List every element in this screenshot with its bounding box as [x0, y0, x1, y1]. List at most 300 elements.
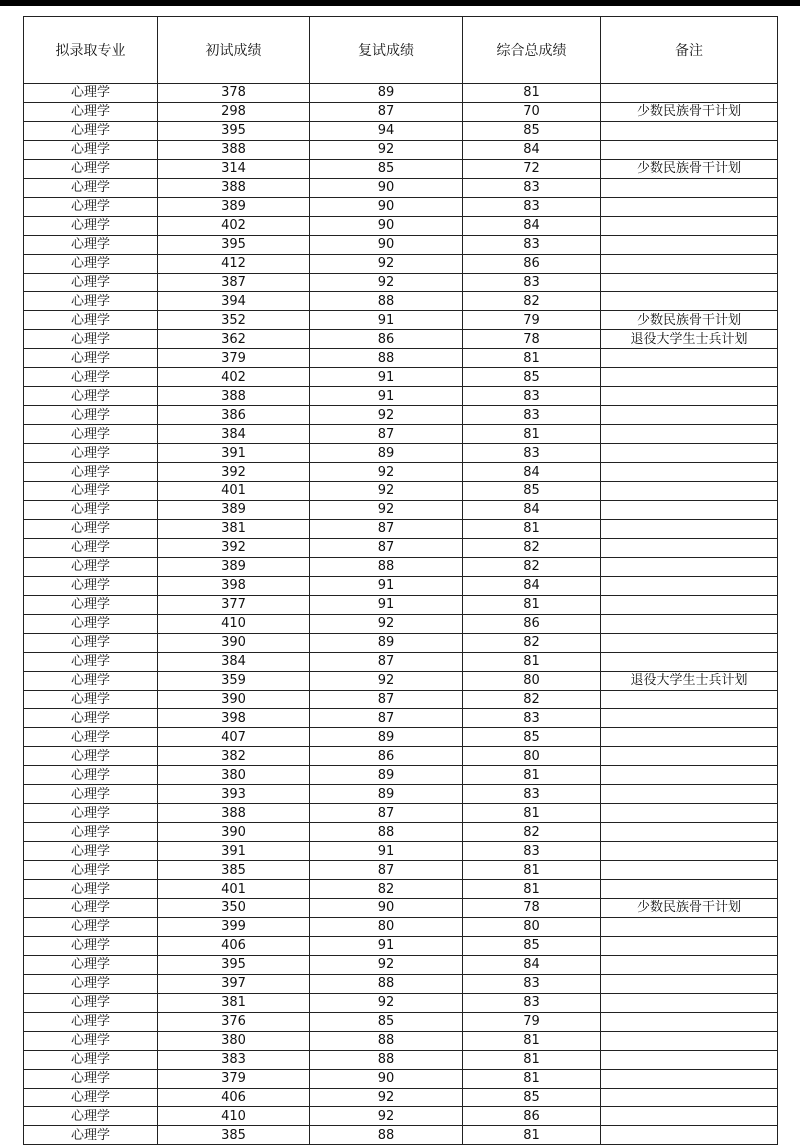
- cell-retest-score: 92: [310, 482, 463, 501]
- header-initial-score: 初试成绩: [158, 17, 310, 84]
- table-row: [24, 368, 778, 387]
- cell-remarks: [601, 974, 778, 993]
- cell-remarks: [601, 140, 778, 159]
- table-row: [24, 690, 778, 709]
- table-row: [24, 955, 778, 974]
- cell-retest-score: 91: [310, 311, 463, 330]
- cell-total-score: 85: [463, 121, 601, 140]
- cell-remarks: [601, 406, 778, 425]
- table-row: [24, 936, 778, 955]
- cell-major: 心理学: [24, 216, 158, 235]
- table-row: [24, 842, 778, 861]
- table-row: [24, 898, 778, 917]
- cell-remarks: [601, 785, 778, 804]
- cell-total-score: 83: [463, 974, 601, 993]
- cell-remarks: [601, 633, 778, 652]
- cell-total-score: 78: [463, 330, 601, 349]
- cell-retest-score: 80: [310, 917, 463, 936]
- cell-total-score: 81: [463, 425, 601, 444]
- cell-remarks: [601, 1012, 778, 1031]
- cell-remarks: [601, 936, 778, 955]
- cell-major: 心理学: [24, 576, 158, 595]
- cell-major: 心理学: [24, 880, 158, 899]
- cell-major: 心理学: [24, 614, 158, 633]
- table-row: [24, 671, 778, 690]
- table-row: [24, 804, 778, 823]
- cell-retest-score: 88: [310, 349, 463, 368]
- cell-total-score: 86: [463, 254, 601, 273]
- cell-major: 心理学: [24, 463, 158, 482]
- cell-retest-score: 87: [310, 804, 463, 823]
- cell-remarks: 退役大学生士兵计划: [601, 671, 778, 690]
- cell-initial-score: 376: [158, 1012, 310, 1031]
- table-row: [24, 1031, 778, 1050]
- cell-initial-score: 378: [158, 84, 310, 103]
- cell-retest-score: 92: [310, 406, 463, 425]
- table-row: [24, 652, 778, 671]
- cell-initial-score: 389: [158, 197, 310, 216]
- cell-initial-score: 388: [158, 804, 310, 823]
- table-row: [24, 102, 778, 121]
- table-row: [24, 273, 778, 292]
- cell-retest-score: 91: [310, 368, 463, 387]
- cell-retest-score: 90: [310, 197, 463, 216]
- cell-initial-score: 398: [158, 576, 310, 595]
- cell-remarks: [601, 500, 778, 519]
- cell-total-score: 79: [463, 1012, 601, 1031]
- cell-initial-score: 379: [158, 1069, 310, 1088]
- cell-initial-score: 406: [158, 936, 310, 955]
- cell-remarks: [601, 917, 778, 936]
- cell-initial-score: 402: [158, 368, 310, 387]
- cell-major: 心理学: [24, 1012, 158, 1031]
- cell-major: 心理学: [24, 121, 158, 140]
- cell-total-score: 82: [463, 633, 601, 652]
- cell-total-score: 81: [463, 861, 601, 880]
- table-row: [24, 500, 778, 519]
- cell-remarks: [601, 197, 778, 216]
- cell-initial-score: 390: [158, 633, 310, 652]
- cell-total-score: 86: [463, 1107, 601, 1126]
- cell-total-score: 84: [463, 576, 601, 595]
- cell-remarks: 少数民族骨干计划: [601, 311, 778, 330]
- table-row: [24, 254, 778, 273]
- cell-total-score: 84: [463, 463, 601, 482]
- cell-total-score: 82: [463, 690, 601, 709]
- cell-retest-score: 87: [310, 690, 463, 709]
- cell-major: 心理学: [24, 595, 158, 614]
- cell-total-score: 83: [463, 785, 601, 804]
- cell-major: 心理学: [24, 254, 158, 273]
- cell-total-score: 82: [463, 292, 601, 311]
- table-row: [24, 311, 778, 330]
- table-row: [24, 766, 778, 785]
- cell-major: 心理学: [24, 1069, 158, 1088]
- cell-retest-score: 89: [310, 444, 463, 463]
- cell-initial-score: 395: [158, 235, 310, 254]
- cell-major: 心理学: [24, 406, 158, 425]
- cell-retest-score: 85: [310, 1012, 463, 1031]
- cell-remarks: [601, 1031, 778, 1050]
- cell-retest-score: 92: [310, 1107, 463, 1126]
- cell-remarks: [601, 766, 778, 785]
- cell-initial-score: 386: [158, 406, 310, 425]
- cell-major: 心理学: [24, 482, 158, 501]
- table-header: [24, 17, 778, 84]
- cell-major: 心理学: [24, 823, 158, 842]
- table-row: [24, 614, 778, 633]
- cell-initial-score: 410: [158, 614, 310, 633]
- cell-remarks: [601, 747, 778, 766]
- cell-major: 心理学: [24, 993, 158, 1012]
- table-row: [24, 140, 778, 159]
- cell-remarks: [601, 955, 778, 974]
- cell-major: 心理学: [24, 330, 158, 349]
- cell-initial-score: 412: [158, 254, 310, 273]
- cell-total-score: 80: [463, 671, 601, 690]
- cell-initial-score: 380: [158, 1031, 310, 1050]
- cell-total-score: 83: [463, 235, 601, 254]
- table-row: [24, 349, 778, 368]
- cell-initial-score: 377: [158, 595, 310, 614]
- cell-major: 心理学: [24, 690, 158, 709]
- table-row: [24, 330, 778, 349]
- table-row: [24, 197, 778, 216]
- cell-remarks: [601, 1088, 778, 1107]
- cell-retest-score: 86: [310, 330, 463, 349]
- cell-retest-score: 88: [310, 1050, 463, 1069]
- cell-initial-score: 391: [158, 842, 310, 861]
- cell-initial-score: 362: [158, 330, 310, 349]
- cell-retest-score: 92: [310, 671, 463, 690]
- cell-remarks: [601, 387, 778, 406]
- cell-retest-score: 92: [310, 614, 463, 633]
- header-row: [24, 17, 778, 84]
- cell-initial-score: 383: [158, 1050, 310, 1069]
- cell-initial-score: 350: [158, 898, 310, 917]
- cell-remarks: [601, 121, 778, 140]
- cell-major: 心理学: [24, 671, 158, 690]
- cell-remarks: [601, 368, 778, 387]
- table-row: [24, 482, 778, 501]
- cell-remarks: [601, 178, 778, 197]
- header-retest-score: 复试成绩: [310, 17, 463, 84]
- cell-major: 心理学: [24, 538, 158, 557]
- cell-remarks: [601, 1050, 778, 1069]
- cell-major: 心理学: [24, 235, 158, 254]
- cell-initial-score: 382: [158, 747, 310, 766]
- cell-total-score: 85: [463, 482, 601, 501]
- header-total-score: 综合总成绩: [463, 17, 601, 84]
- cell-remarks: [601, 728, 778, 747]
- cell-major: 心理学: [24, 1126, 158, 1145]
- cell-initial-score: 380: [158, 766, 310, 785]
- cell-retest-score: 88: [310, 1126, 463, 1145]
- table-row: [24, 406, 778, 425]
- table-row: [24, 538, 778, 557]
- cell-retest-score: 90: [310, 898, 463, 917]
- cell-major: 心理学: [24, 349, 158, 368]
- cell-major: 心理学: [24, 368, 158, 387]
- table-row: [24, 1107, 778, 1126]
- cell-total-score: 83: [463, 273, 601, 292]
- cell-initial-score: 395: [158, 121, 310, 140]
- cell-retest-score: 92: [310, 254, 463, 273]
- cell-major: 心理学: [24, 425, 158, 444]
- cell-retest-score: 87: [310, 709, 463, 728]
- cell-retest-score: 90: [310, 235, 463, 254]
- cell-retest-score: 91: [310, 936, 463, 955]
- cell-retest-score: 87: [310, 538, 463, 557]
- table-row: [24, 1088, 778, 1107]
- cell-major: 心理学: [24, 1107, 158, 1126]
- cell-initial-score: 381: [158, 993, 310, 1012]
- cell-initial-score: 385: [158, 861, 310, 880]
- cell-total-score: 83: [463, 993, 601, 1012]
- cell-total-score: 86: [463, 614, 601, 633]
- cell-remarks: [601, 1107, 778, 1126]
- cell-remarks: [601, 557, 778, 576]
- cell-remarks: 退役大学生士兵计划: [601, 330, 778, 349]
- cell-initial-score: 381: [158, 519, 310, 538]
- table-row: [24, 387, 778, 406]
- cell-initial-score: 387: [158, 273, 310, 292]
- cell-remarks: [601, 1069, 778, 1088]
- cell-retest-score: 90: [310, 216, 463, 235]
- cell-initial-score: 399: [158, 917, 310, 936]
- cell-total-score: 81: [463, 804, 601, 823]
- cell-remarks: [601, 254, 778, 273]
- cell-remarks: [601, 709, 778, 728]
- cell-total-score: 79: [463, 311, 601, 330]
- table-row: [24, 1126, 778, 1145]
- cell-retest-score: 92: [310, 273, 463, 292]
- cell-initial-score: 393: [158, 785, 310, 804]
- table-row: [24, 861, 778, 880]
- cell-remarks: [601, 993, 778, 1012]
- cell-total-score: 83: [463, 842, 601, 861]
- cell-major: 心理学: [24, 842, 158, 861]
- table-row: [24, 1069, 778, 1088]
- table-row: [24, 292, 778, 311]
- cell-remarks: [601, 842, 778, 861]
- cell-total-score: 83: [463, 406, 601, 425]
- cell-retest-score: 87: [310, 861, 463, 880]
- cell-total-score: 81: [463, 766, 601, 785]
- cell-major: 心理学: [24, 311, 158, 330]
- cell-initial-score: 385: [158, 1126, 310, 1145]
- cell-major: 心理学: [24, 84, 158, 103]
- cell-total-score: 83: [463, 197, 601, 216]
- cell-initial-score: 397: [158, 974, 310, 993]
- cell-retest-score: 92: [310, 500, 463, 519]
- cell-remarks: [601, 482, 778, 501]
- cell-retest-score: 88: [310, 974, 463, 993]
- table-row: [24, 425, 778, 444]
- cell-retest-score: 91: [310, 842, 463, 861]
- cell-retest-score: 91: [310, 576, 463, 595]
- cell-retest-score: 92: [310, 955, 463, 974]
- cell-retest-score: 86: [310, 747, 463, 766]
- cell-remarks: [601, 538, 778, 557]
- cell-retest-score: 92: [310, 140, 463, 159]
- cell-remarks: [601, 576, 778, 595]
- cell-retest-score: 85: [310, 159, 463, 178]
- table-row: [24, 463, 778, 482]
- cell-remarks: [601, 595, 778, 614]
- cell-total-score: 83: [463, 444, 601, 463]
- cell-retest-score: 92: [310, 463, 463, 482]
- table-row: [24, 728, 778, 747]
- cell-retest-score: 90: [310, 1069, 463, 1088]
- cell-remarks: [601, 235, 778, 254]
- cell-initial-score: 392: [158, 463, 310, 482]
- cell-remarks: [601, 614, 778, 633]
- cell-total-score: 85: [463, 728, 601, 747]
- cell-remarks: [601, 1126, 778, 1145]
- cell-major: 心理学: [24, 898, 158, 917]
- cell-major: 心理学: [24, 804, 158, 823]
- cell-remarks: 少数民族骨干计划: [601, 159, 778, 178]
- cell-retest-score: 92: [310, 1088, 463, 1107]
- cell-total-score: 78: [463, 898, 601, 917]
- cell-initial-score: 389: [158, 557, 310, 576]
- cell-retest-score: 94: [310, 121, 463, 140]
- cell-major: 心理学: [24, 917, 158, 936]
- cell-remarks: [601, 861, 778, 880]
- table-row: [24, 880, 778, 899]
- cell-remarks: [601, 823, 778, 842]
- cell-total-score: 81: [463, 880, 601, 899]
- cell-initial-score: 390: [158, 690, 310, 709]
- cell-major: 心理学: [24, 633, 158, 652]
- table-row: [24, 1050, 778, 1069]
- table-row: [24, 576, 778, 595]
- cell-total-score: 82: [463, 823, 601, 842]
- cell-initial-score: 352: [158, 311, 310, 330]
- cell-total-score: 84: [463, 216, 601, 235]
- table-row: [24, 84, 778, 103]
- cell-remarks: [601, 444, 778, 463]
- cell-retest-score: 88: [310, 823, 463, 842]
- cell-major: 心理学: [24, 709, 158, 728]
- cell-major: 心理学: [24, 387, 158, 406]
- cell-retest-score: 88: [310, 1031, 463, 1050]
- cell-total-score: 85: [463, 368, 601, 387]
- cell-remarks: [601, 690, 778, 709]
- cell-remarks: 少数民族骨干计划: [601, 898, 778, 917]
- table-row: [24, 709, 778, 728]
- cell-retest-score: 92: [310, 993, 463, 1012]
- cell-total-score: 84: [463, 140, 601, 159]
- cell-major: 心理学: [24, 1031, 158, 1050]
- cell-total-score: 85: [463, 1088, 601, 1107]
- cell-initial-score: 384: [158, 652, 310, 671]
- table-row: [24, 444, 778, 463]
- cell-major: 心理学: [24, 1088, 158, 1107]
- table-row: [24, 159, 778, 178]
- cell-total-score: 82: [463, 538, 601, 557]
- cell-initial-score: 388: [158, 178, 310, 197]
- cell-remarks: [601, 804, 778, 823]
- cell-major: 心理学: [24, 292, 158, 311]
- cell-retest-score: 91: [310, 387, 463, 406]
- cell-initial-score: 388: [158, 140, 310, 159]
- table-row: [24, 178, 778, 197]
- table-row: [24, 595, 778, 614]
- cell-major: 心理学: [24, 444, 158, 463]
- cell-major: 心理学: [24, 140, 158, 159]
- cell-remarks: [601, 292, 778, 311]
- cell-initial-score: 410: [158, 1107, 310, 1126]
- table-row: [24, 1012, 778, 1031]
- cell-remarks: [601, 216, 778, 235]
- cell-initial-score: 406: [158, 1088, 310, 1107]
- cell-remarks: [601, 273, 778, 292]
- cell-major: 心理学: [24, 519, 158, 538]
- cell-total-score: 81: [463, 1126, 601, 1145]
- admission-table: [23, 16, 778, 1145]
- cell-retest-score: 87: [310, 102, 463, 121]
- cell-initial-score: 401: [158, 482, 310, 501]
- cell-major: 心理学: [24, 178, 158, 197]
- cell-remarks: [601, 519, 778, 538]
- top-border: [0, 0, 800, 6]
- cell-remarks: [601, 652, 778, 671]
- cell-initial-score: 407: [158, 728, 310, 747]
- cell-total-score: 81: [463, 595, 601, 614]
- table-row: [24, 785, 778, 804]
- cell-initial-score: 379: [158, 349, 310, 368]
- cell-total-score: 81: [463, 84, 601, 103]
- cell-initial-score: 395: [158, 955, 310, 974]
- cell-total-score: 81: [463, 652, 601, 671]
- cell-retest-score: 82: [310, 880, 463, 899]
- cell-remarks: [601, 84, 778, 103]
- cell-total-score: 81: [463, 1031, 601, 1050]
- cell-initial-score: 298: [158, 102, 310, 121]
- cell-total-score: 83: [463, 709, 601, 728]
- cell-total-score: 81: [463, 1069, 601, 1088]
- cell-initial-score: 314: [158, 159, 310, 178]
- cell-major: 心理学: [24, 159, 158, 178]
- cell-initial-score: 391: [158, 444, 310, 463]
- cell-retest-score: 87: [310, 425, 463, 444]
- cell-major: 心理学: [24, 785, 158, 804]
- cell-initial-score: 389: [158, 500, 310, 519]
- cell-major: 心理学: [24, 652, 158, 671]
- cell-major: 心理学: [24, 500, 158, 519]
- cell-retest-score: 90: [310, 178, 463, 197]
- cell-total-score: 81: [463, 1050, 601, 1069]
- cell-retest-score: 89: [310, 728, 463, 747]
- cell-initial-score: 394: [158, 292, 310, 311]
- cell-initial-score: 398: [158, 709, 310, 728]
- cell-remarks: [601, 463, 778, 482]
- cell-major: 心理学: [24, 955, 158, 974]
- cell-total-score: 70: [463, 102, 601, 121]
- header-remarks: 备注: [601, 17, 778, 84]
- table-row: [24, 633, 778, 652]
- cell-total-score: 80: [463, 747, 601, 766]
- table-row: [24, 235, 778, 254]
- cell-major: 心理学: [24, 766, 158, 785]
- cell-initial-score: 401: [158, 880, 310, 899]
- cell-remarks: [601, 880, 778, 899]
- cell-major: 心理学: [24, 936, 158, 955]
- header-major: 拟录取专业: [24, 17, 158, 84]
- cell-total-score: 84: [463, 500, 601, 519]
